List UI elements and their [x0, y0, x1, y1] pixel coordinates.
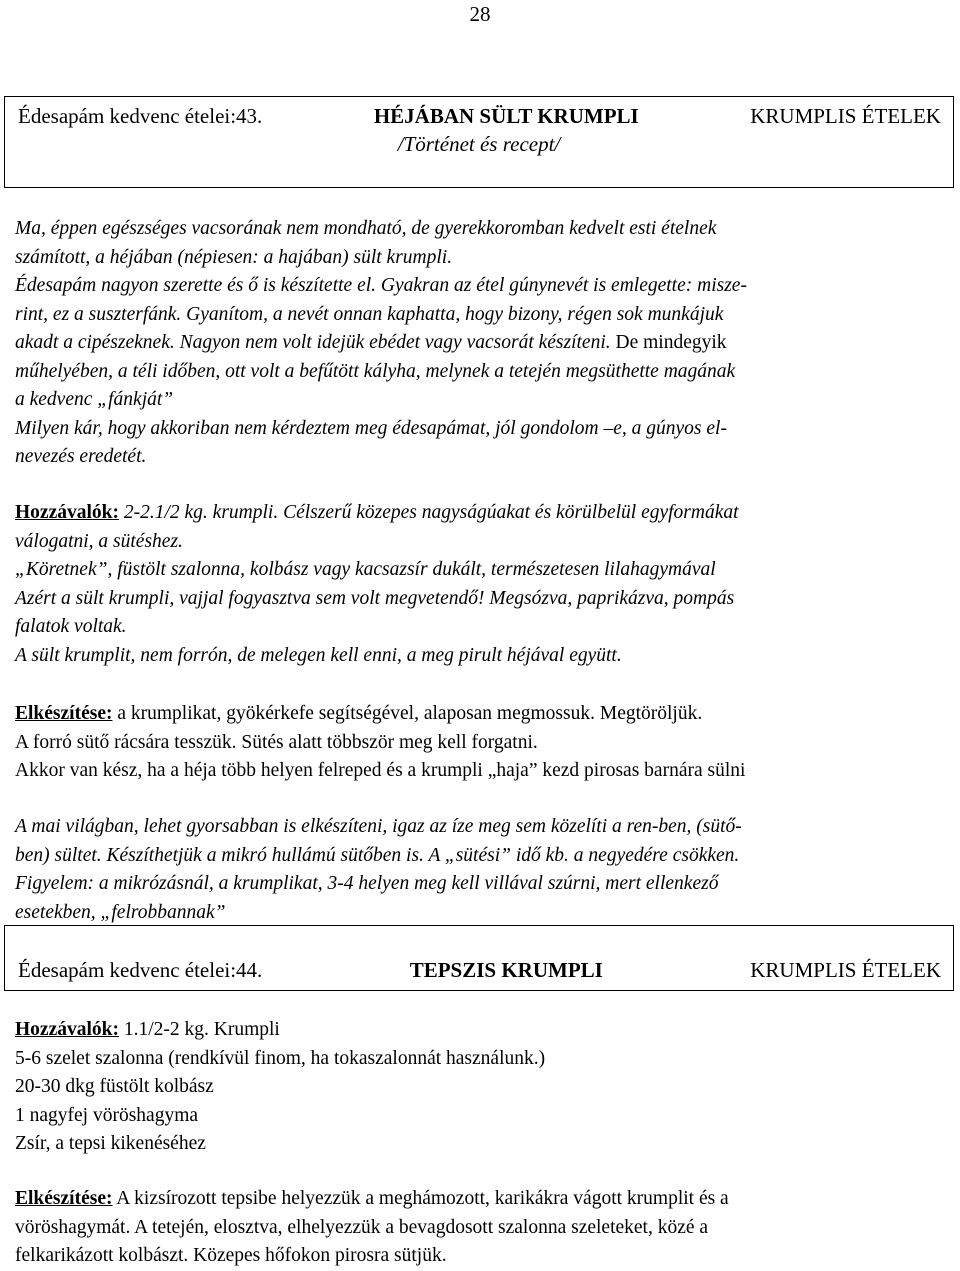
- ingredients-43-line: Azért a sült krumpli, vajjal fogyasztva sem volt megvetendő! Megsózva, paprikázva, pompás: [15, 587, 735, 609]
- ingredients-44-line: 1 nagyfej vöröshagyma: [15, 1104, 199, 1126]
- preparation-43-line: a krumplikat, gyökérkefe segítségével, alaposan megmossuk. Megtöröljük.: [112, 703, 703, 724]
- ingredients-43-line: válogatni, a sütéshez.: [15, 530, 183, 552]
- preparation-44-line-group: [15, 1185, 945, 1214]
- modern-method-section: [15, 813, 945, 927]
- modern-line: esetekben, „felrobbannak”: [15, 901, 226, 923]
- ingredients-44-line: 1.1/2-2 kg. Krumpli: [118, 1019, 280, 1040]
- recipe-43-header-row: [18, 103, 941, 129]
- recipe-44-series: Édesapám kedvenc ételei:44.: [18, 958, 263, 982]
- ingredients-43-line: falatok voltak.: [15, 616, 127, 637]
- story-section: [15, 215, 945, 472]
- recipe-43-subtitle: /Történet és recept/: [397, 132, 561, 156]
- ingredients-43-line: A sült krumplit, nem forrón, de melegen kell enni, a meg pirult héjával együtt.: [15, 644, 622, 666]
- recipe-44-title: TEPSZIS KRUMPLI: [409, 958, 603, 982]
- recipe-43-title: HÉJÁBAN SÜLT KRUMPLI: [373, 104, 639, 128]
- modern-line: ben) sültet. Készíthetjük a mikró hullámú sütőben is. A „sütési” idő kb. a negyedére csökken.: [15, 844, 740, 866]
- story-line: akadt a cipészeknek. Nagyon nem volt idejük ebédet vagy vacsorát készíteni.: [15, 332, 611, 353]
- story-line: nevezés eredetét.: [15, 446, 147, 467]
- story-line: rint, ez a suszterfánk. Gyanítom, a nevét onnan kaphatta, hogy bizony, régen sok munkájuk: [15, 303, 724, 325]
- preparation-44-line: vöröshagymát. A tetején, elosztva, elhelyezzük a bevagdosott szalonna szeleteket, közé a: [15, 1216, 709, 1238]
- page-number: 28: [469, 2, 491, 26]
- modern-line: Figyelem: a mikrózásnál, a krumplikat, 3-4 helyen meg kell villával szúrni, mert ellenkező: [15, 873, 719, 894]
- ingredients-43-line-group: [15, 499, 945, 528]
- story-line: a kedvenc „fánkját”: [15, 389, 174, 410]
- ingredients-43-line: Célszerű közepes nagyságúakat és körülbelül egyformákat: [278, 502, 739, 523]
- story-line: Ma, éppen egészséges vacsorának nem mondható, de gyerekkoromban kedvelt esti ételnek: [15, 218, 717, 239]
- preparation-44-label: Elkészítése:: [15, 1188, 113, 1209]
- ingredients-44-line-group: [15, 1016, 945, 1045]
- recipe-44-category: KRUMPLIS ÉTELEK: [750, 958, 941, 982]
- story-line: Édesapám nagyon szerette és ő is készítette el. Gyakran az étel gúnynevét is emlegette: misze-: [15, 275, 747, 296]
- modern-line: A mai világban, lehet gyorsabban is elkészíteni, igaz az íze meg sem közelíti a ren-ben, (sütő-: [15, 816, 742, 837]
- preparation-43-line-group: [15, 700, 945, 729]
- ingredients-44-line: 5-6 szelet szalonna (rendkívül finom, ha tokaszalonnát használunk.): [15, 1047, 546, 1069]
- recipe-43-series: Édesapám kedvenc ételei:43.: [18, 104, 263, 128]
- preparation-44-section: [15, 1185, 945, 1271]
- ingredients-44-section: [15, 1016, 945, 1159]
- recipe-43-header-box: [4, 96, 954, 188]
- story-line-group: [15, 329, 945, 358]
- story-line: De mindegyik: [610, 332, 727, 353]
- story-line: Milyen kár, hogy akkoriban nem kérdeztem meg édesapámat, jól gondolom –e, a gúnyos el-: [15, 417, 727, 439]
- ingredients-43-line: 2-2.1/2 kg. krumpli.: [118, 502, 279, 523]
- ingredients-44-line: 20-30 dkg füstölt kolbász: [15, 1076, 214, 1097]
- preparation-43-line: Akkor van kész, ha a héja több helyen felreped és a krumpli „haja” kezd pirosas barnára sülni: [15, 760, 746, 781]
- story-line: műhelyében, a téli időben, ott volt a befűtött kályha, melynek a tetején megsüthette magának: [15, 360, 736, 382]
- ingredients-44-line: Zsír, a tepsi kikenéséhez: [15, 1133, 206, 1154]
- ingredients-43-label: Hozzávalók:: [15, 502, 119, 523]
- recipe-44-header-box: [4, 925, 954, 991]
- preparation-44-line: felkarikázott kolbászt. Közepes hőfokon pirosra sütjük.: [15, 1245, 447, 1266]
- recipe-43-category: KRUMPLIS ÉTELEK: [750, 104, 941, 128]
- ingredients-44-label: Hozzávalók:: [15, 1019, 119, 1040]
- preparation-43-label: Elkészítése:: [15, 703, 113, 724]
- story-line: számított, a héjában (népiesen: a hajában) sült krumpli.: [15, 246, 453, 268]
- recipe-44-header-row: [18, 957, 941, 983]
- ingredients-43-line: „Köretnek”, füstölt szalonna, kolbász vagy kacsazsír dukált, természetesen lilahagymával: [15, 559, 716, 580]
- preparation-44-line: A kizsírozott tepsibe helyezzük a meghámozott, karikákra vágott krumplit és a: [112, 1188, 729, 1209]
- preparation-43-line: A forró sütő rácsára tesszük. Sütés alatt többször meg kell forgatni.: [15, 731, 538, 753]
- ingredients-43-section: [15, 499, 945, 670]
- preparation-43-section: [15, 700, 945, 786]
